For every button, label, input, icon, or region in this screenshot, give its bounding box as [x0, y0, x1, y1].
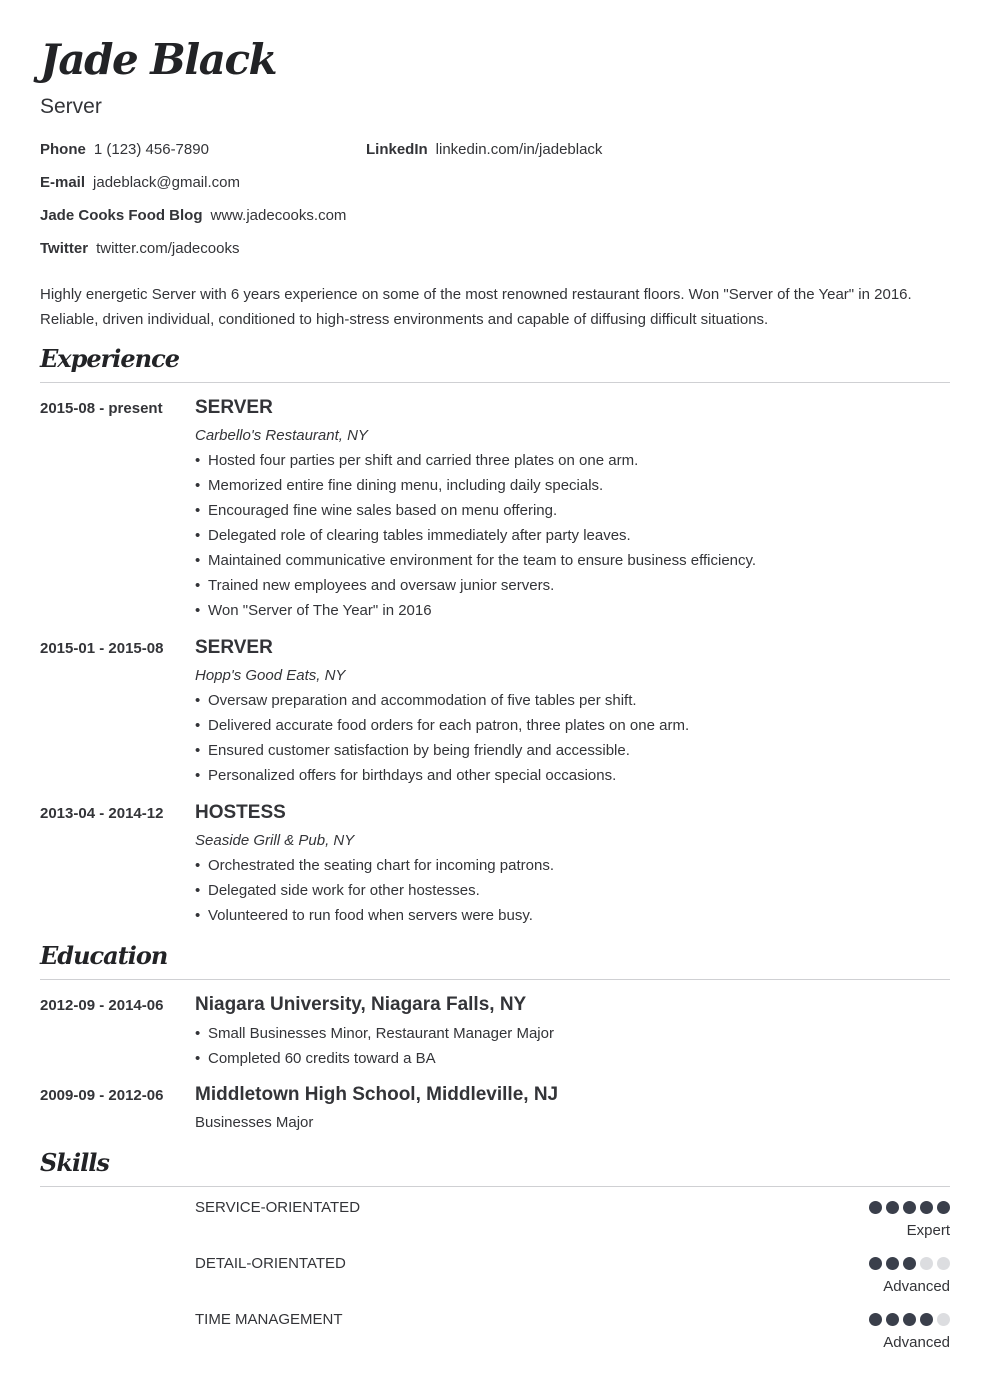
- bullet-item: • Oversaw preparation and accommodation of five tables per shift.: [195, 688, 950, 713]
- entry-company: Seaside Grill & Pub, NY: [195, 832, 355, 849]
- skill-name: TIME MANAGEMENT: [195, 1311, 343, 1328]
- entry-body: [195, 1084, 950, 1132]
- contact-value[interactable]: jadeblack@gmail.com: [93, 174, 240, 191]
- contact-linkedin: [366, 141, 602, 159]
- bullet-item: • Hosted four parties per shift and carried three plates on one arm.: [195, 448, 950, 473]
- candidate-title: Server: [40, 95, 102, 118]
- entry-body: [195, 397, 950, 623]
- bullet-item: • Completed 60 credits toward a BA: [195, 1046, 950, 1071]
- contact-label: LinkedIn: [366, 141, 428, 158]
- bullet-item: • Volunteered to run food when servers were busy.: [195, 903, 950, 928]
- contact-label: Twitter: [40, 240, 89, 257]
- entry-title: Niagara University, Niagara Falls, NY: [195, 994, 527, 1015]
- entry-date: 2009-09 - 2012-06: [40, 1087, 164, 1104]
- entry-detail: Businesses Major: [195, 1114, 314, 1131]
- skill-rating: [869, 1257, 950, 1270]
- entry-company: Carbello's Restaurant, NY: [195, 427, 368, 444]
- skill-item: [195, 1255, 950, 1301]
- bullet-item: • Orchestrated the seating chart for incoming patrons.: [195, 853, 950, 878]
- entry-date: 2015-01 - 2015-08: [40, 640, 164, 657]
- entry-date: 2012-09 - 2014-06: [40, 997, 164, 1014]
- candidate-name: Jade Black: [40, 35, 277, 84]
- rating-dot-filled: [886, 1201, 899, 1214]
- entry-bullets: [195, 853, 950, 928]
- skill-rating: [869, 1313, 950, 1326]
- skill-name: DETAIL-ORIENTATED: [195, 1255, 346, 1272]
- rating-dot-filled: [886, 1257, 899, 1270]
- bullet-item: • Memorized entire fine dining menu, including daily specials.: [195, 473, 950, 498]
- skills-heading: [40, 1148, 950, 1187]
- contact-label: Phone: [40, 141, 86, 158]
- contact-value[interactable]: 1 (123) 456-7890: [93, 141, 209, 158]
- entry-bullets: [195, 688, 950, 788]
- entry-body: [195, 994, 950, 1071]
- contact-value[interactable]: twitter.com/jadecooks: [96, 240, 240, 257]
- entry-title: Middletown High School, Middleville, NJ: [195, 1084, 559, 1105]
- skill-item: [195, 1311, 950, 1357]
- contact-phone: [40, 141, 209, 159]
- rating-dot-filled: [886, 1313, 899, 1326]
- bullet-item: • Small Businesses Minor, Restaurant Manager Major: [195, 1021, 950, 1046]
- entry-body: [195, 637, 950, 788]
- contact-value[interactable]: linkedin.com/in/jadeblack: [435, 141, 603, 158]
- entry-company: Hopp's Good Eats, NY: [195, 667, 346, 684]
- entry-title: SERVER: [195, 637, 273, 658]
- contact-blog: [40, 207, 346, 225]
- entry-body: [195, 802, 950, 928]
- education-heading: [40, 941, 950, 980]
- experience-heading: [40, 344, 950, 383]
- skill-level: Advanced: [883, 1278, 950, 1295]
- contact-value[interactable]: www.jadecooks.com: [210, 207, 347, 224]
- skill-level: Expert: [906, 1222, 950, 1239]
- section-title-text: Education: [40, 941, 168, 970]
- rating-dot-empty: [937, 1257, 950, 1270]
- skill-name: SERVICE-ORIENTATED: [195, 1199, 361, 1216]
- profile-summary: Highly energetic Server with 6 years experience on some of the most renowned restaurant floors. Won "Server of the Year" in 2016. Reliable, driven individual, conditioned to high-stress environments and capable of diffusing difficult situations.: [40, 286, 912, 328]
- section-title-text: Experience: [40, 344, 180, 373]
- rating-dot-filled: [937, 1201, 950, 1214]
- rating-dot-filled: [920, 1313, 933, 1326]
- rating-dot-filled: [903, 1257, 916, 1270]
- section-title-text: Skills: [40, 1148, 109, 1177]
- rating-dot-filled: [869, 1201, 882, 1214]
- rating-dot-filled: [920, 1201, 933, 1214]
- entry-bullets: [195, 1021, 950, 1071]
- rating-dot-empty: [920, 1257, 933, 1270]
- entry-bullets: [195, 448, 950, 623]
- skill-level: Advanced: [883, 1334, 950, 1351]
- entry-date: 2013-04 - 2014-12: [40, 805, 164, 822]
- bullet-item: • Won "Server of The Year" in 2016: [195, 598, 950, 623]
- entry-title: HOSTESS: [195, 802, 286, 823]
- contact-label: E-mail: [40, 174, 86, 191]
- entry-title: SERVER: [195, 397, 273, 418]
- bullet-item: • Delegated side work for other hostesses.: [195, 878, 950, 903]
- skill-item: [195, 1199, 950, 1245]
- contact-email: [40, 174, 240, 192]
- skill-rating: [869, 1201, 950, 1214]
- entry-date: 2015-08 - present: [40, 400, 163, 417]
- contact-label: Jade Cooks Food Blog: [40, 207, 203, 224]
- rating-dot-filled: [869, 1257, 882, 1270]
- rating-dot-filled: [903, 1313, 916, 1326]
- contact-twitter: [40, 240, 239, 258]
- bullet-item: • Encouraged fine wine sales based on menu offering.: [195, 498, 950, 523]
- bullet-item: • Delivered accurate food orders for each patron, three plates on one arm.: [195, 713, 950, 738]
- rating-dot-filled: [903, 1201, 916, 1214]
- rating-dot-empty: [937, 1313, 950, 1326]
- rating-dot-filled: [869, 1313, 882, 1326]
- bullet-item: • Maintained communicative environment for the team to ensure business efficiency.: [195, 548, 950, 573]
- bullet-item: • Ensured customer satisfaction by being friendly and accessible.: [195, 738, 950, 763]
- bullet-item: • Personalized offers for birthdays and other special occasions.: [195, 763, 950, 788]
- bullet-item: • Trained new employees and oversaw junior servers.: [195, 573, 950, 598]
- bullet-item: • Delegated role of clearing tables immediately after party leaves.: [195, 523, 950, 548]
